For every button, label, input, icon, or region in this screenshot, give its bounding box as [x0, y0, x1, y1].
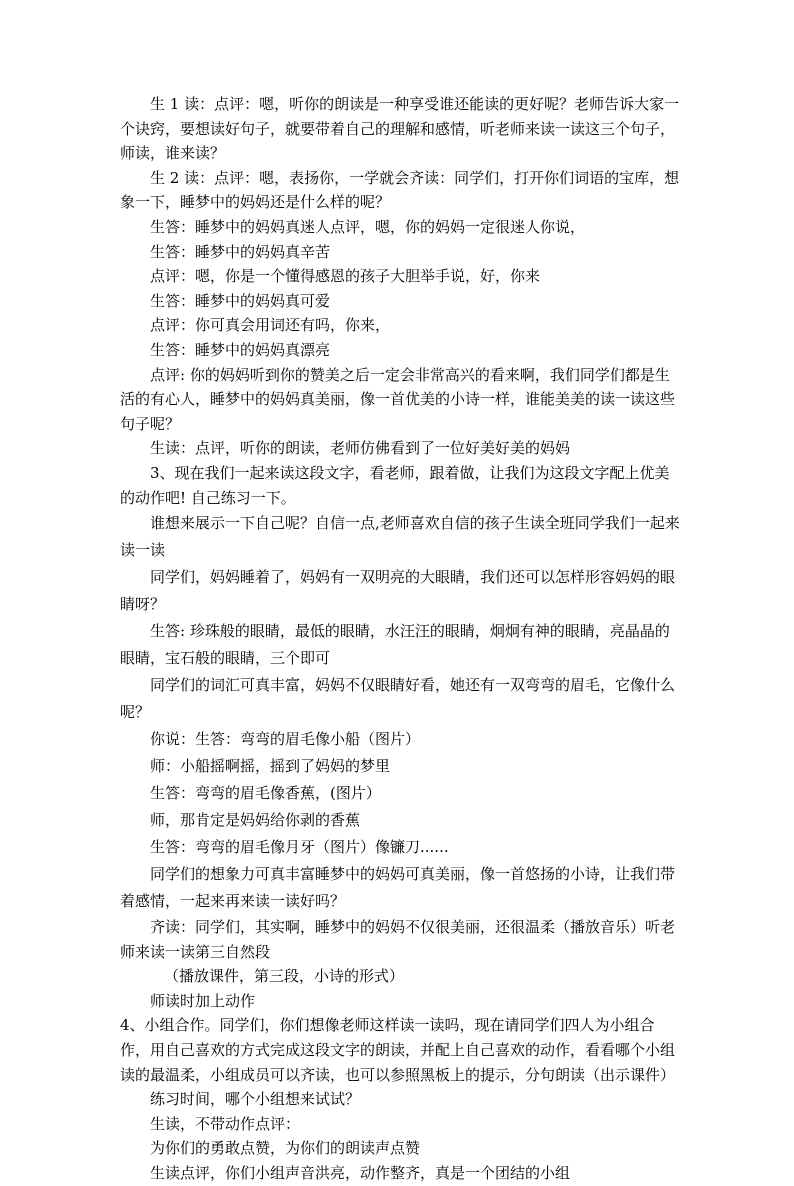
- paragraph: 4、小组合作。同学们，你们想像老师这样读一读吗，现在请同学们四人为小组合作，用自己喜欢的方式完成这段文字的朗读，并配上自己喜欢的动作，看看哪个小组读的最温柔，小组成员可以齐读，也可以参照黑板上的提示，分句朗读（出示课件）: [120, 1016, 676, 1084]
- paragraph: 生答：睡梦中的妈妈真辛苦: [150, 242, 331, 261]
- paragraph: 齐读：同学们，其实啊，睡梦中的妈妈不仅很美丽，还很温柔（播放音乐）听老师来读一读第三自然段: [120, 918, 676, 961]
- paragraph: 为你们的勇敢点赞，为你们的朗读声点赞: [150, 1139, 421, 1158]
- paragraph: 师，那肯定是妈妈给你剥的香蕉: [150, 811, 361, 830]
- paragraph: 练习时间，哪个小组想来试试？: [150, 1090, 361, 1109]
- paragraph: 点评: 你的妈妈听到你的赞美之后一定会非常高兴的看来啊，我们同学们都是生活的有心人，睡梦中的妈妈真美丽，像一首优美的小诗一样，谁能美美的读一读这些句子呢？: [120, 365, 676, 433]
- paragraph: 生答: 珍珠般的眼睛，最低的眼睛，水汪汪的眼睛，炯炯有神的眼睛，亮晶晶的眼睛，宝石般的眼睛，三个即可: [120, 622, 670, 668]
- paragraph: 生答：睡梦中的妈妈真漂亮: [150, 340, 331, 359]
- paragraph: 同学们，妈妈睡着了，妈妈有一双明亮的大眼睛，我们还可以怎样形容妈妈的眼睛呀？: [120, 568, 676, 614]
- paragraph: 生读，不带动作点评：: [150, 1114, 301, 1133]
- paragraph: 生读：点评，听你的朗读，老师仿佛看到了一位好美好美的妈妈: [150, 439, 571, 458]
- paragraph: 3、现在我们一起来读这段文字，看老师，跟着做，让我们为这段文字配上优美的动作吧! 自己练习一下。: [120, 463, 670, 507]
- document-body: [120, 92, 680, 1186]
- paragraph: 师读时加上动作: [150, 991, 256, 1010]
- paragraph: 点评：嗯，你是一个懂得感恩的孩子大胆举手说，好，你来: [150, 267, 541, 286]
- paragraph: 谁想来展示一下自己呢？自信一点,老师喜欢自信的孩子生读全班同学我们一起来读一读: [120, 514, 680, 560]
- paragraph: （播放课件，第三段，小诗的形式）: [164, 967, 405, 986]
- paragraph: 同学们的词汇可真丰富，妈妈不仅眼睛好看，她还有一双弯弯的眉毛，它像什么呢？: [120, 676, 676, 722]
- paragraph: 生读点评，你们小组声音洪亮，动作整齐，真是一个团结的小组: [150, 1164, 571, 1183]
- paragraph: 生答：睡梦中的妈妈真可爱: [150, 291, 331, 310]
- paragraph: 你说：生答：弯弯的眉毛像小船（图片）: [150, 730, 421, 749]
- paragraph: 生 2 读：点评：嗯，表扬你，一学就会齐读：同学们，打开你们词语的宝库，想象一下，睡梦中的妈妈还是什么样的呢？: [120, 168, 680, 212]
- paragraph: 点评：你可真会用词还有吗，你来，: [150, 316, 391, 335]
- paragraph: 生答：弯弯的眉毛像香蕉，(图片）: [150, 784, 381, 803]
- paragraph: 生答：弯弯的眉毛像月牙（图片）像镰刀......: [150, 838, 449, 857]
- paragraph: 同学们的想象力可真丰富睡梦中的妈妈可真美丽，像一首悠扬的小诗，让我们带着感情，一起来再来读一读好吗？: [120, 865, 676, 911]
- paragraph: 师：小船摇啊摇，摇到了妈妈的梦里: [150, 757, 391, 776]
- paragraph: 生 1 读：点评：嗯，听你的朗读是一种享受谁还能读的更好呢？老师告诉大家一个诀窍，要想读好句子，就要带着自己的理解和感情，听老师来读一读这三个句子，师读，谁来读？: [120, 95, 680, 163]
- paragraph: 生答：睡梦中的妈妈真迷人点评，嗯，你的妈妈一定很迷人你说，: [150, 217, 586, 236]
